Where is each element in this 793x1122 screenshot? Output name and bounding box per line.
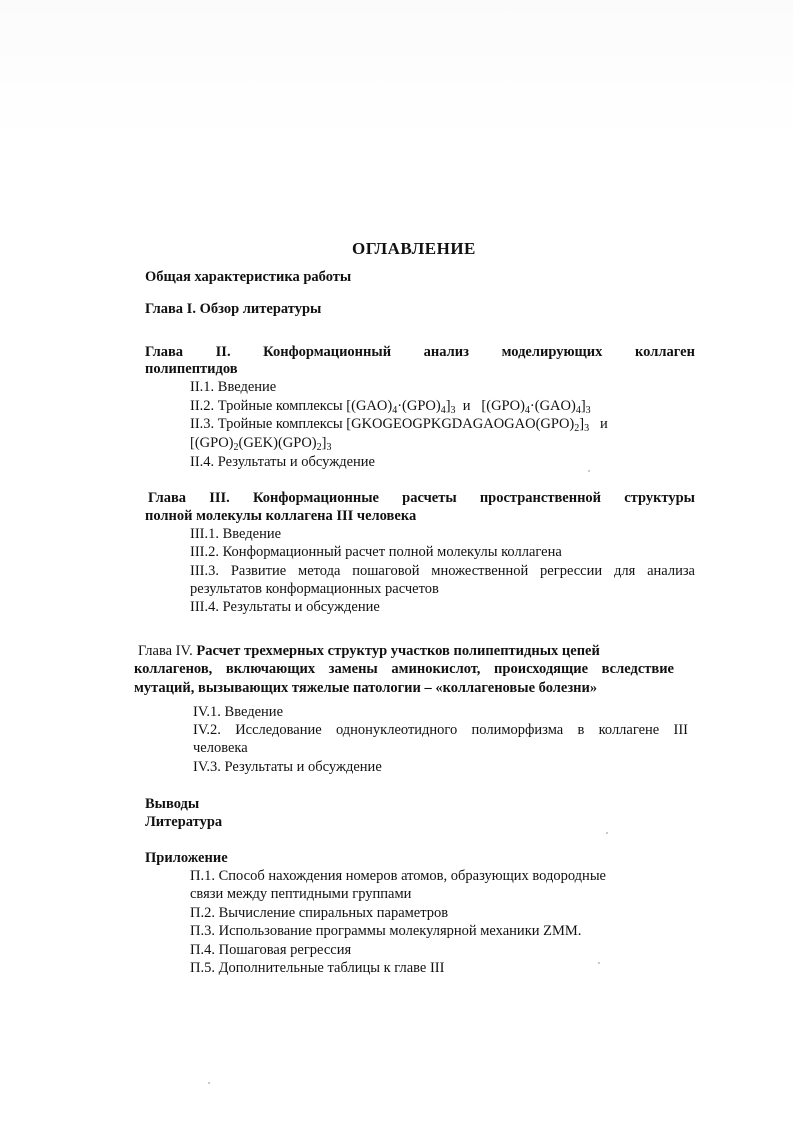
toc-conclusions: Выводы: [145, 796, 200, 812]
toc-appendix-heading: Приложение: [145, 850, 228, 866]
toc-chapter-4-heading-cont-2: мутаций, вызывающих тяжелые патологии – «коллагеновые болезни»: [134, 680, 598, 696]
toc-chapter-3-heading-cont: полной молекулы коллагена III человека: [145, 508, 417, 524]
toc-chapter-2-heading: [145, 343, 695, 361]
scan-speck: [588, 470, 590, 472]
toc-item-4-2: IV.2. Исследование однонуклеотидного полиморфизма в коллагене III: [193, 722, 688, 738]
heading-word: Глава: [145, 344, 184, 360]
toc-item-2-1: II.1. Введение: [190, 379, 277, 395]
toc-item-3-1: III.1. Введение: [190, 526, 282, 542]
toc-chapter-2-heading-cont: полипептидов: [145, 361, 238, 377]
toc-item-4-3: IV.3. Результаты и обсуждение: [193, 759, 382, 775]
toc-chapter-1: Глава I. Обзор литературы: [145, 301, 322, 317]
toc-general-characteristics: Общая характеристика работы: [145, 269, 352, 285]
chapter-4-prefix: Глава IV.: [138, 643, 197, 659]
toc-appendix-1-cont: связи между пептидными группами: [190, 886, 412, 902]
page-title: ОГЛАВЛЕНИЕ: [352, 239, 476, 258]
heading-word: II.: [215, 344, 231, 360]
toc-item-3-3: III.3. Развитие метода пошаговой множественной регрессии для анализа: [190, 563, 695, 579]
toc-item-4-1: IV.1. Введение: [193, 704, 284, 720]
toc-appendix-5: П.5. Дополнительные таблицы к главе III: [190, 960, 445, 976]
heading-word: анализ: [423, 344, 469, 360]
heading-word: моделирующих: [501, 344, 603, 360]
scan-speck: [598, 962, 600, 964]
toc-chapter-3-heading: Глава III. Конформационные расчеты пространственной структуры: [148, 490, 695, 506]
scan-speck: [208, 1082, 210, 1084]
heading-word: коллаген: [635, 344, 695, 360]
toc-appendix-4: П.4. Пошаговая регрессия: [190, 942, 352, 958]
toc-appendix-3: П.3. Использование программы молекулярной механики ZMM.: [190, 923, 582, 939]
scan-speck: [606, 832, 608, 834]
toc-item-2-3: II.3. Тройные комплексы $[GKOGEOGPKGDAGAOGAO(GPO)_2]_3$ и: [190, 416, 608, 434]
chapter-4-title: Расчет трехмерных структур участков полипептидных цепей: [196, 643, 600, 659]
toc-item-3-4: III.4. Результаты и обсуждение: [190, 599, 380, 615]
toc-item-2-4: II.4. Результаты и обсуждение: [190, 454, 375, 470]
toc-appendix-1: П.1. Способ нахождения номеров атомов, образующих водородные: [190, 868, 606, 884]
toc-item-2-3-cont: $[(GPO)_2(GEK)(GPO)_2]_3$: [190, 435, 332, 453]
toc-item-3-3-cont: результатов конформационных расчетов: [190, 581, 439, 597]
toc-chapter-4-heading-cont-1: коллагенов, включающих замены аминокислот, происходящие вследствие: [134, 661, 674, 677]
toc-item-3-2: III.2. Конформационный расчет полной молекулы коллагена: [190, 544, 562, 560]
toc-item-2-2: II.2. Тройные комплексы $[(GAO)_4\cdot(GPO)_4]_3$ и $[(GPO)_4\cdot(GAO)_4]_3$: [190, 398, 591, 416]
toc-literature: Литература: [145, 814, 223, 830]
heading-word: Конформационный: [263, 344, 392, 360]
toc-appendix-2: П.2. Вычисление спиральных параметров: [190, 905, 449, 921]
toc-chapter-4-heading: [138, 642, 600, 660]
toc-item-4-2-cont: человека: [193, 740, 248, 756]
